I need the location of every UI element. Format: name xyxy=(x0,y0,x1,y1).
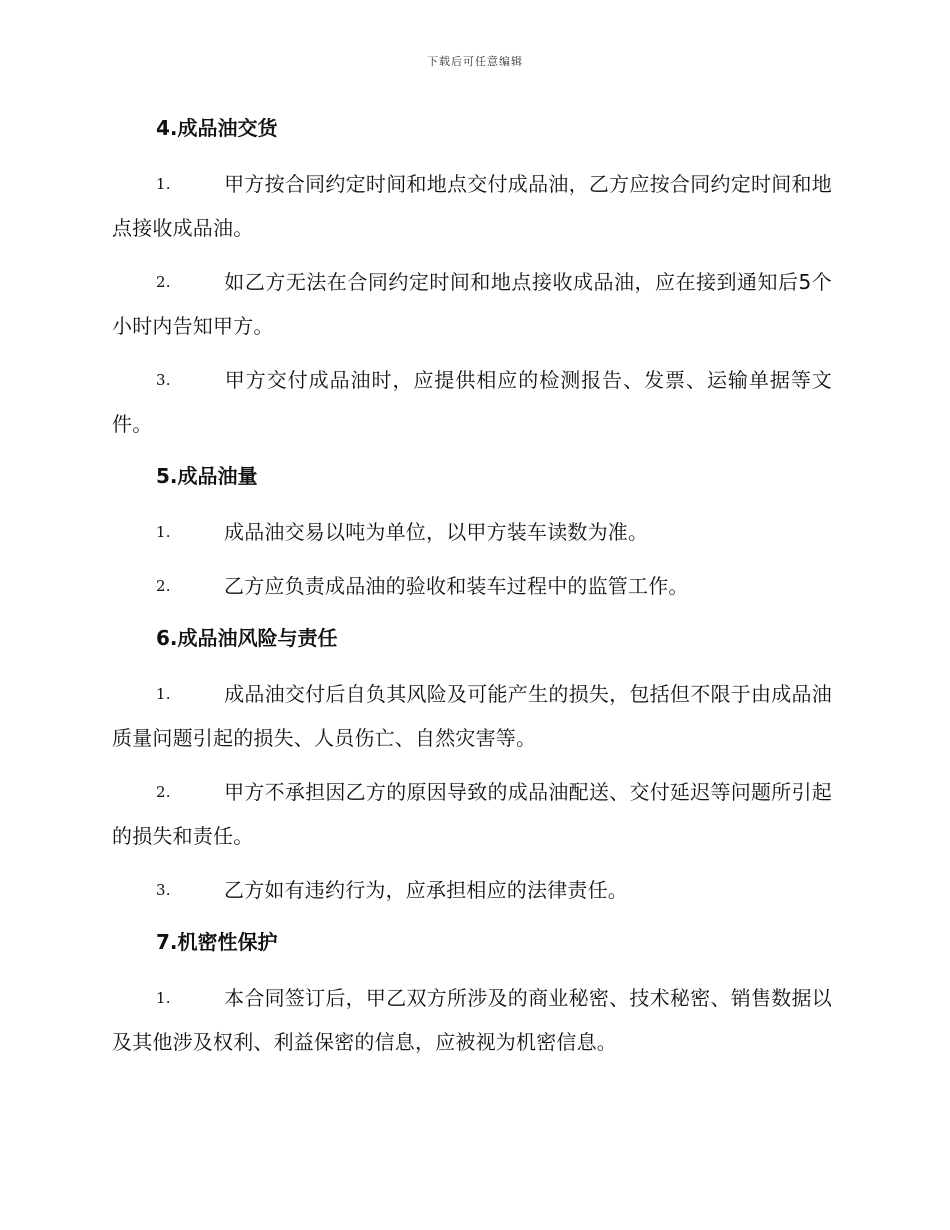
list-item-number: 3. xyxy=(156,881,171,899)
list-item-number: 1. xyxy=(156,989,171,1007)
list-item-number: 3. xyxy=(156,371,171,389)
list-item-number: 2. xyxy=(156,577,171,595)
page-header-note: 下载后可任意编辑 xyxy=(427,55,523,68)
section-title-quantity: 5.成品油量 xyxy=(156,464,258,488)
list-item xyxy=(112,162,832,250)
list-item xyxy=(112,510,832,554)
list-item xyxy=(112,868,832,912)
list-item-number: 1. xyxy=(156,175,171,193)
list-item xyxy=(112,976,832,1064)
list-item-text: 成品油交易以吨为单位，以甲方装车读数为准。 xyxy=(224,520,649,544)
list-item-text: 成品油交付后自负其风险及可能产生的损失，包括但不限于由成品油质量问题引起的损失、人员伤亡、自然灾害等。 xyxy=(112,682,832,750)
list-item xyxy=(112,358,832,446)
list-item-number: 2. xyxy=(156,783,171,801)
document-body xyxy=(112,108,832,1074)
list-item-text: 甲方交付成品油时，应提供相应的检测报告、发票、运输单据等文件。 xyxy=(112,368,832,436)
list-item xyxy=(112,770,832,858)
section-title-risk: 6.成品油风险与责任 xyxy=(156,626,338,650)
list-item-text: 甲方不承担因乙方的原因导致的成品油配送、交付延迟等问题所引起的损失和责任。 xyxy=(112,780,832,848)
list-item-number: 2. xyxy=(156,273,171,291)
list-item-text: 乙方如有违约行为，应承担相应的法律责任。 xyxy=(224,878,628,902)
section-title-confidentiality: 7.机密性保护 xyxy=(156,930,278,954)
section-title-delivery: 4.成品油交货 xyxy=(156,116,278,140)
list-item xyxy=(112,564,832,608)
list-item-text: 乙方应负责成品油的验收和装车过程中的监管工作。 xyxy=(224,574,689,598)
list-item-text: 本合同签订后，甲乙双方所涉及的商业秘密、技术秘密、销售数据以及其他涉及权利、利益保密的信息，应被视为机密信息。 xyxy=(112,986,832,1054)
list-item-number: 1. xyxy=(156,685,171,703)
list-item xyxy=(112,260,832,348)
list-item xyxy=(112,672,832,760)
list-item-text: 甲方按合同约定时间和地点交付成品油，乙方应按合同约定时间和地点接收成品油。 xyxy=(112,172,832,240)
list-item-text: 如乙方无法在合同约定时间和地点接收成品油，应在接到通知后5个小时内告知甲方。 xyxy=(112,270,832,338)
list-item-number: 1. xyxy=(156,523,171,541)
